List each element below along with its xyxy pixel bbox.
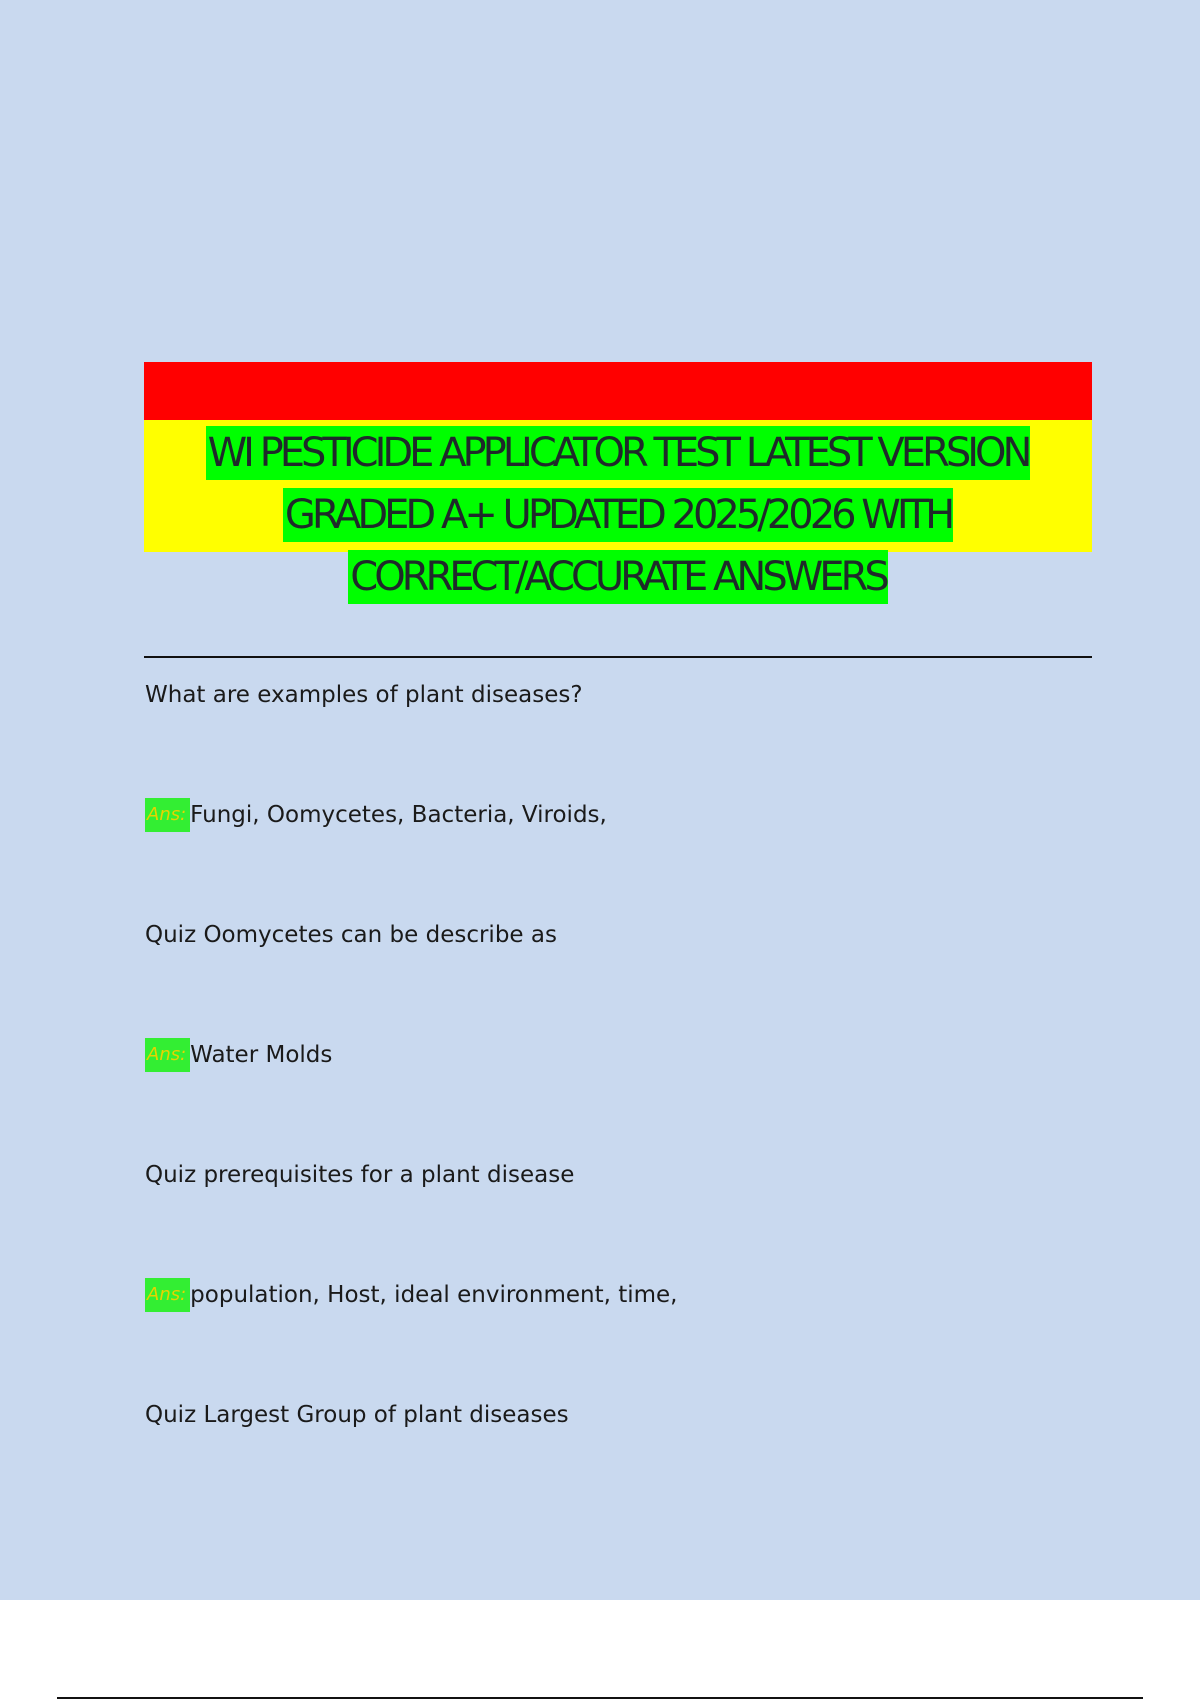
header-divider <box>144 656 1092 658</box>
answer-tag: Ans: <box>145 1038 190 1072</box>
answer-text: Water Molds <box>190 1042 333 1068</box>
question-text: Quiz Oomycetes can be describe as <box>145 922 557 948</box>
qa-list <box>145 678 1085 1518</box>
answer-tag: Ans: <box>145 1278 190 1312</box>
answer-1 <box>145 798 1085 918</box>
question-2 <box>145 918 1085 1038</box>
title-line-1: WI PESTICIDE APPLICATOR TEST LATEST VERSION <box>206 426 1031 480</box>
question-text: Quiz Largest Group of plant diseases <box>145 1402 569 1428</box>
question-text: Quiz prerequisites for a plant disease <box>145 1162 575 1188</box>
title-box <box>144 420 1092 600</box>
title-line-3: CORRECT/ACCURATE ANSWERS <box>348 550 887 604</box>
footer-divider <box>57 1697 1143 1699</box>
question-3 <box>145 1158 1085 1278</box>
answer-2 <box>145 1038 1085 1158</box>
question-text: What are examples of plant diseases? <box>145 682 583 708</box>
red-banner-bar <box>144 362 1092 420</box>
answer-3 <box>145 1278 1085 1398</box>
title-banner <box>144 362 1092 600</box>
question-1 <box>145 678 1085 798</box>
question-4 <box>145 1398 1085 1518</box>
title-line-2: GRADED A+ UPDATED 2025/2026 WITH <box>283 488 953 542</box>
answer-tag: Ans: <box>145 798 190 832</box>
answer-text: Fungi, Oomycetes, Bacteria, Viroids, <box>190 802 607 828</box>
answer-text: population, Host, ideal environment, time, <box>190 1282 678 1308</box>
document-title <box>144 422 1092 608</box>
